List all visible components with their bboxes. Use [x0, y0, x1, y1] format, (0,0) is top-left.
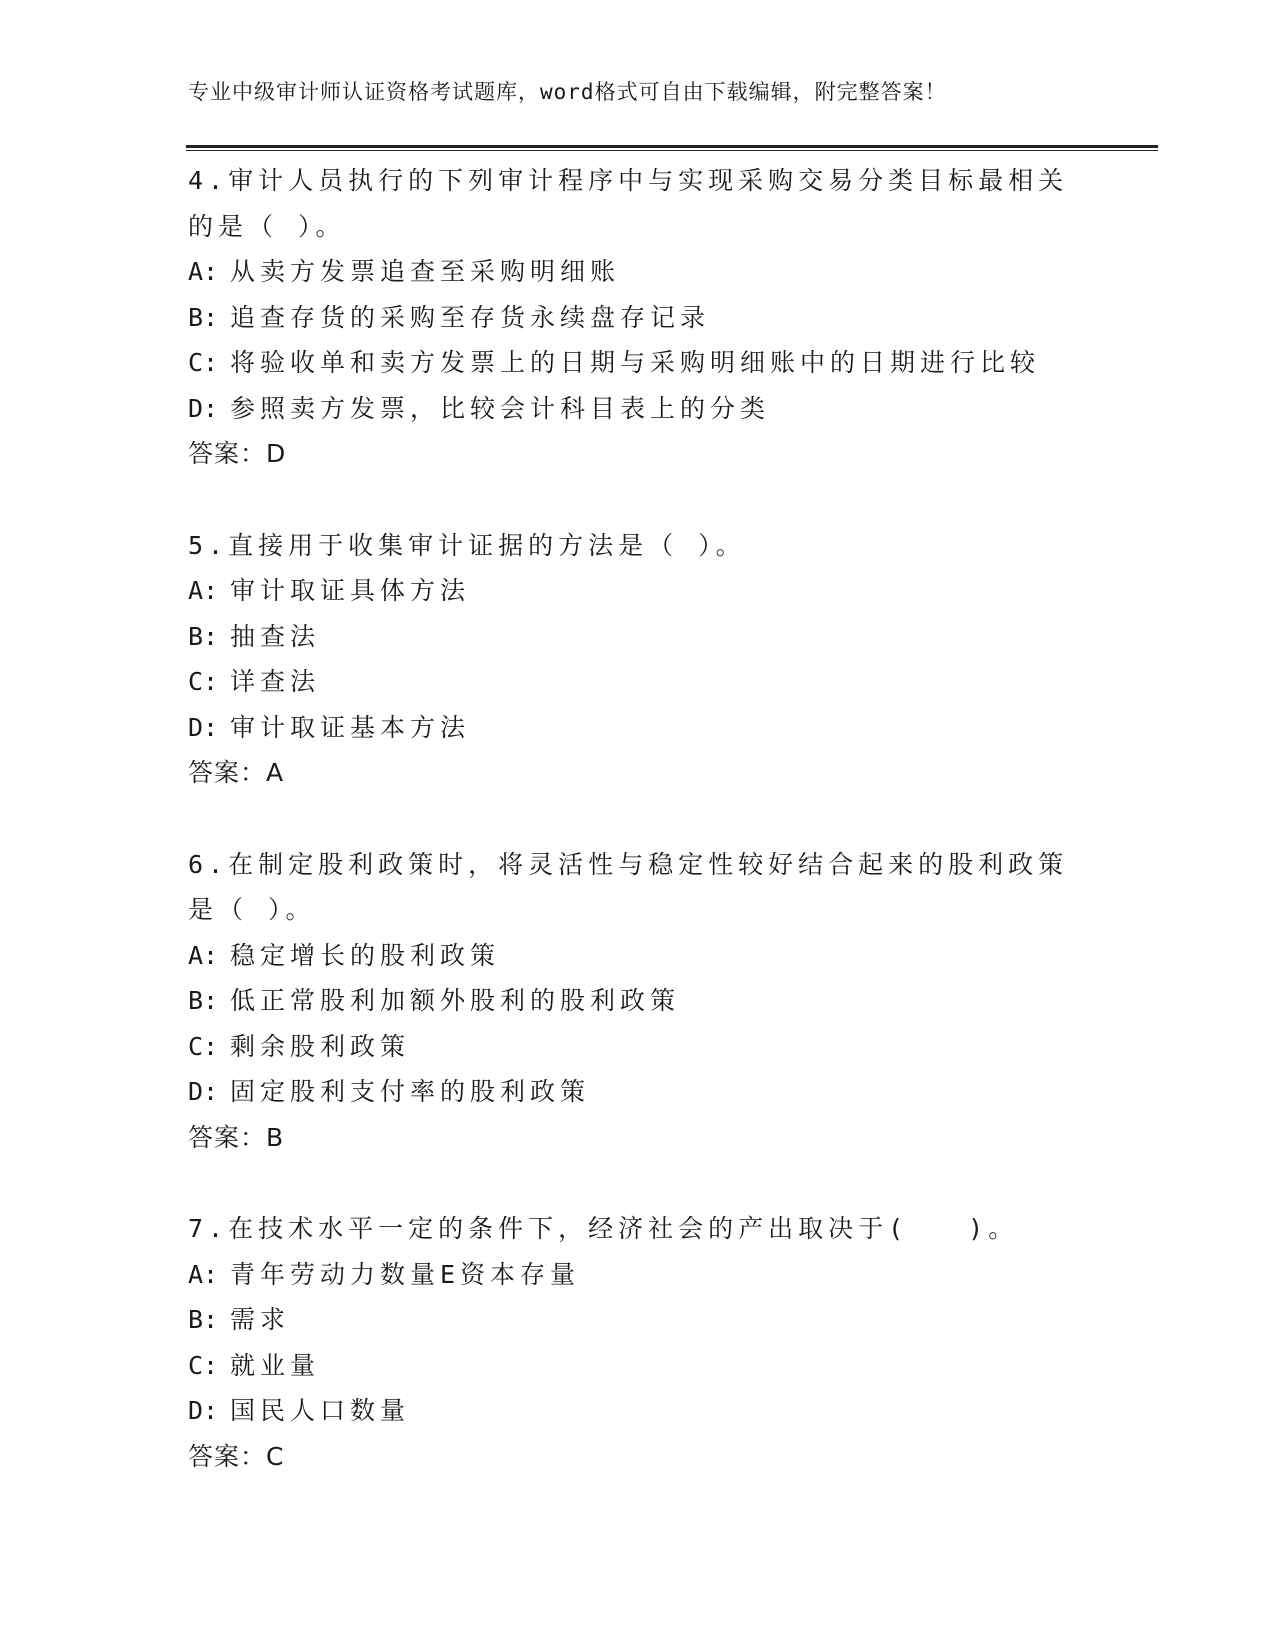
option-a [188, 568, 1088, 614]
answer: 答案：A [188, 758, 285, 787]
option-d [188, 1069, 1088, 1115]
option-key: B: [188, 1305, 219, 1334]
option-text: 需求 [230, 1305, 291, 1334]
option-text: 就业量 [230, 1350, 321, 1380]
option-key: D: [188, 712, 219, 742]
page-header: 专业中级审计师认证资格考试题库，word格式可自由下载编辑，附完整答案！ [188, 80, 947, 104]
option-a [188, 1252, 1088, 1298]
option-b [188, 1297, 1088, 1343]
question-stem: 5.直接用于收集审计证据的方法是（ ）。 [188, 530, 746, 560]
option-key: A: [188, 576, 219, 605]
header-divider [186, 145, 1158, 148]
option-d [188, 386, 1088, 432]
answer: 答案：C [188, 1441, 285, 1471]
answer: 答案：B [188, 1122, 285, 1152]
option-a [188, 249, 1088, 295]
option-key: C: [188, 1350, 219, 1380]
spacer [188, 796, 1088, 842]
option-text: 追查存货的采购至存货永续盘存记录 [230, 302, 711, 332]
spacer [188, 477, 1088, 523]
option-text: 低正常股利加额外股利的股利政策 [230, 986, 681, 1015]
option-key: A: [188, 940, 219, 970]
option-text: 审计取证具体方法 [230, 576, 471, 605]
option-key: B: [188, 986, 219, 1015]
option-key: A: [188, 257, 219, 286]
question-6 [188, 842, 1088, 1161]
option-c [188, 1024, 1088, 1070]
option-text: 青年劳动力数量E资本存量 [230, 1259, 581, 1289]
option-b [188, 295, 1088, 341]
option-b [188, 978, 1088, 1024]
option-key: B: [188, 621, 219, 651]
question-5 [188, 523, 1088, 796]
option-d [188, 1388, 1088, 1434]
spacer [188, 1160, 1088, 1206]
option-key: D: [188, 1077, 219, 1106]
question-stem: 7.在技术水平一定的条件下，经济社会的产出取决于( )。 [188, 1214, 1019, 1243]
option-text: 详查法 [230, 667, 321, 696]
option-text: 从卖方发票追查至采购明细账 [230, 257, 621, 286]
option-key: C: [188, 1031, 219, 1061]
option-text: 参照卖方发票，比较会计科目表上的分类 [230, 393, 771, 423]
option-text: 剩余股利政策 [230, 1031, 411, 1061]
question-list [188, 158, 1088, 1479]
option-c [188, 1343, 1088, 1389]
option-c [188, 340, 1088, 386]
option-b [188, 614, 1088, 660]
question-7 [188, 1206, 1088, 1479]
answer: 答案：D [188, 439, 287, 468]
option-text: 将验收单和卖方发票上的日期与采购明细账中的日期进行比较 [230, 348, 1041, 377]
question-4 [188, 158, 1088, 477]
option-key: C: [188, 667, 219, 696]
option-text: 固定股利支付率的股利政策 [230, 1077, 591, 1106]
option-key: B: [188, 302, 219, 332]
option-text: 国民人口数量 [230, 1396, 411, 1425]
option-key: D: [188, 393, 219, 423]
question-stem: 4.审计人员执行的下列审计程序中与实现采购交易分类目标最相关的是（ ）。 [188, 166, 1069, 241]
option-text: 抽查法 [230, 621, 321, 651]
option-a [188, 933, 1088, 979]
option-d [188, 705, 1088, 751]
option-key: D: [188, 1396, 219, 1425]
question-stem: 6.在制定股利政策时，将灵活性与稳定性较好结合起来的股利政策是（ ）。 [188, 849, 1069, 924]
option-c [188, 659, 1088, 705]
option-key: A: [188, 1259, 219, 1289]
option-text: 稳定增长的股利政策 [230, 940, 501, 970]
option-key: C: [188, 348, 219, 377]
option-text: 审计取证基本方法 [230, 712, 471, 742]
